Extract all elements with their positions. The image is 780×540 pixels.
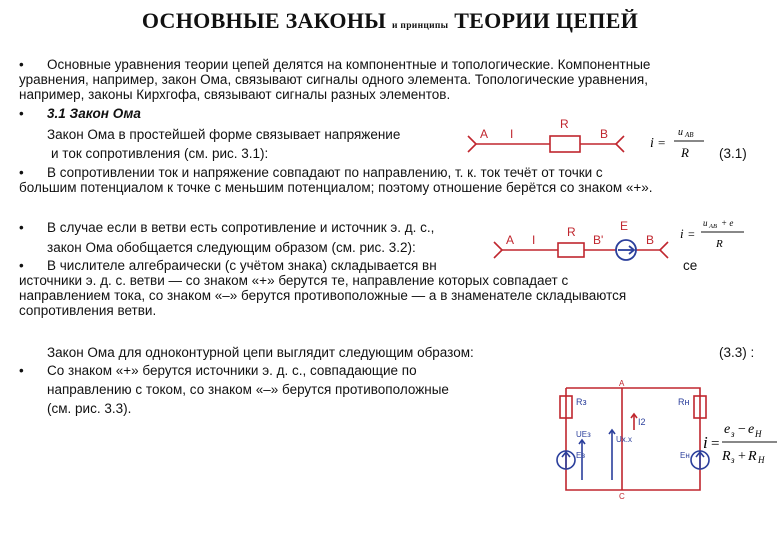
eq32-numerator-sub: AB [709, 223, 717, 230]
fig31-label-b: B [600, 127, 609, 141]
bullet: • [19, 57, 24, 72]
fig32-label-a: A [506, 233, 515, 247]
eq32-i: i [680, 226, 684, 241]
s32-line-4: источники э. д. с. ветви — со знаком «+» берутся те, направление которых совпадает с [19, 273, 569, 288]
fig32-label-r: R [567, 225, 576, 239]
figure-3-2 [492, 208, 677, 270]
fig33-label-rn: Rн [678, 397, 690, 407]
fig32-label-e: E [620, 219, 629, 233]
bullet: • [19, 363, 24, 378]
s32-line-5: направлением тока, со знаком «–» берутся противоположные — а в знаменателе складываются [19, 288, 627, 303]
s32-line-3-end: се [683, 258, 698, 273]
eq33-num-a-sub: з [731, 429, 735, 439]
equation-number-3-3: (3.3) : [719, 345, 755, 360]
bullet: • [19, 220, 24, 235]
p1-line-2: уравнения, например, закон Ома, связывают сигналы одного элемента. Топологические уравнения, [19, 72, 648, 87]
s31-line-4: большим потенциалом к точке с меньшим потенциалом; поэтому отношение берётся со знаком «+». [19, 180, 653, 195]
fig33-label-en: Eн [680, 451, 690, 460]
eq32-numerator-e: + e [721, 218, 734, 228]
eq33-minus: − [738, 422, 746, 437]
s31-line-1: Закон Ома в простейшей форме связывает напряжение [47, 127, 401, 142]
eq32-equals: = [688, 227, 695, 241]
s33-line-4: (см. рис. 3.3). [47, 401, 132, 416]
fig33-label-ue: UEз [576, 430, 591, 439]
fig33-label-a: A [619, 379, 625, 388]
fig31-label-a: A [480, 127, 489, 141]
section-3-1-heading: 3.1 Закон Ома [47, 106, 141, 121]
eq33-den-b: R [748, 449, 757, 464]
fig32-label-b: B [646, 233, 655, 247]
eq31-numerator: u [678, 127, 683, 138]
figure-3-3 [558, 380, 708, 500]
s31-line-2: и ток сопротивления (см. рис. 3.1): [51, 146, 269, 161]
s32-line-1: В случае если в ветви есть сопротивление и источник э. д. с., [47, 220, 435, 235]
s33-line-2: Со знаком «+» берутся источники э. д. с., совпадающие по [47, 363, 417, 378]
title-part-3: ТЕОРИИ ЦЕПЕЙ [454, 8, 639, 33]
s31-line-3: В сопротивлении ток и напряжение совпадают по направлению, т. к. ток течёт от точки с [47, 165, 603, 180]
s32-line-6: сопротивления ветви. [19, 303, 157, 318]
s32-line-3: В числителе алгебраически (с учётом знака) складывается вн [47, 258, 437, 273]
title-part-1: ОСНОВНЫЕ ЗАКОНЫ [141, 8, 387, 33]
p1-line-3: например, законы Кирхгофа, связывают сигналы разных элементов. [19, 87, 451, 102]
eq33-equals: = [711, 436, 720, 452]
fig32-label-i: I [532, 233, 536, 247]
fig31-label-r: R [560, 117, 569, 131]
eq31-equals: = [658, 135, 666, 150]
eq33-den-a-sub: з [731, 455, 735, 465]
eq31-i: i [650, 136, 654, 151]
fig33-label-i2: I2 [638, 417, 646, 427]
fig33-label-ux: Uх.х [616, 435, 632, 444]
eq31-numerator-sub: AB [685, 131, 694, 139]
bullet: • [19, 258, 24, 273]
bullet: • [19, 106, 24, 121]
eq33-plus: + [738, 449, 746, 464]
fig31-label-i: I [510, 127, 514, 141]
eq32-numerator: u [703, 218, 708, 228]
equation-3-1 [650, 124, 710, 162]
fig33-label-c: C [619, 492, 625, 501]
eq32-denominator: R [716, 238, 723, 250]
s33-line-1: Закон Ома для одноконтурной цепи выглядит следующим образом: [47, 345, 474, 360]
fig33-label-ez: Eз [576, 451, 586, 460]
title-part-2: и принципы [391, 21, 449, 31]
fig33-label-rz: Rз [576, 397, 587, 407]
eq33-i: i [703, 433, 708, 452]
figure-3-1 [466, 114, 636, 166]
equation-number-3-1: (3.1) [719, 146, 747, 161]
eq33-den-a: R [722, 449, 731, 464]
equation-3-3 [703, 418, 780, 468]
page-title [0, 8, 780, 34]
eq33-den-b-sub: Н [758, 455, 765, 465]
eq33-num-b: e [748, 422, 755, 437]
s33-line-3: направлению с током, со знаком «–» берутся противоположные [47, 382, 449, 397]
eq33-num-a: e [724, 422, 731, 437]
equation-3-2 [680, 214, 756, 254]
bullet: • [19, 165, 24, 180]
p1-line-1: Основные уравнения теории цепей делятся на компонентные и топологические. Компонентные [47, 57, 651, 72]
s32-line-2: закон Ома обобщается следующим образом (см. рис. 3.2): [47, 240, 416, 255]
eq31-denominator: R [681, 145, 689, 160]
fig32-label-b-prime: B' [593, 233, 604, 247]
eq33-num-b-sub: Н [755, 429, 762, 439]
